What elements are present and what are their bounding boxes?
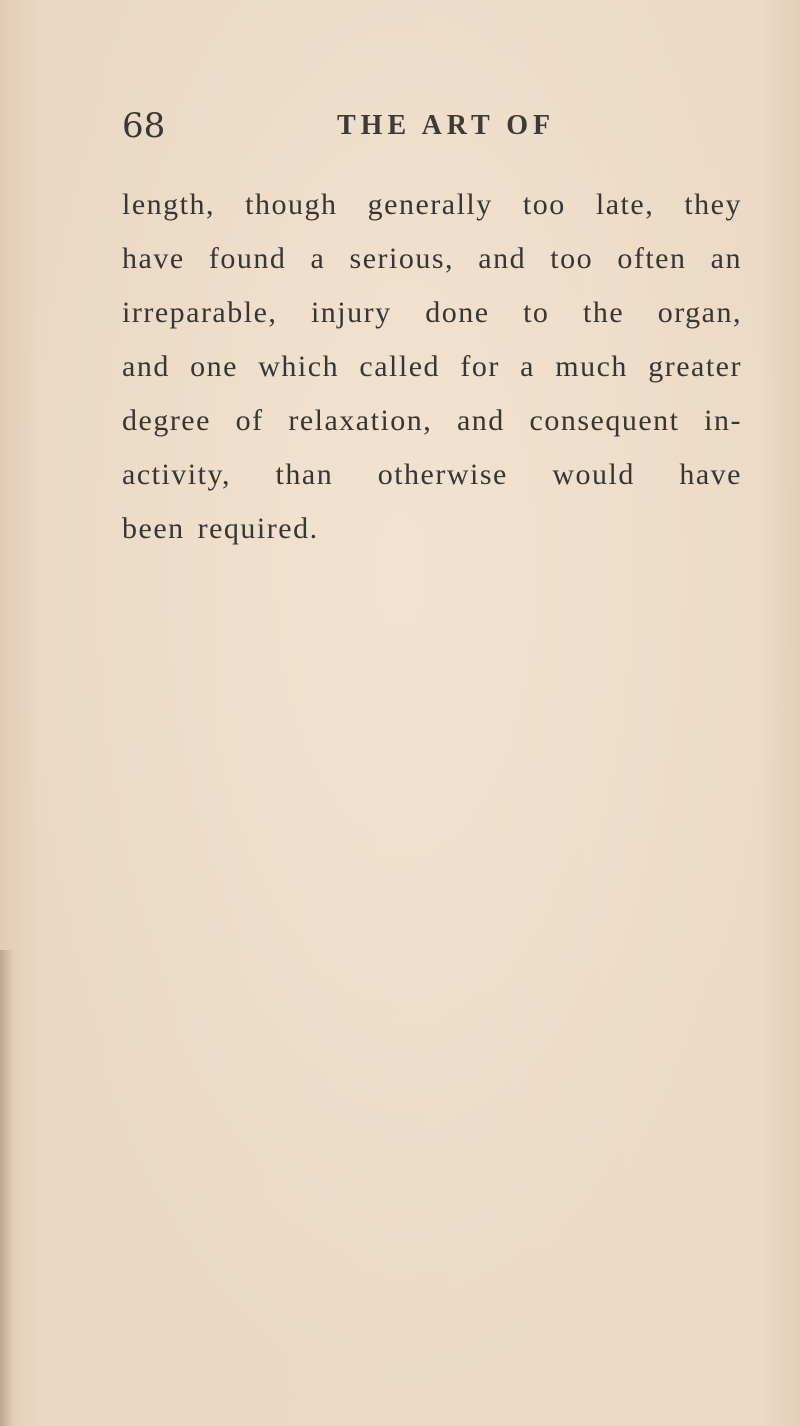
text-line: degree of relaxation, and consequent in- (122, 404, 742, 437)
page-header (122, 106, 742, 154)
text-line: activity, than otherwise would have (122, 458, 742, 491)
text-line: and one which called for a much greater (122, 350, 742, 383)
page-edge-shadow (0, 950, 14, 1426)
body-paragraph (122, 178, 742, 556)
text-line: have found a serious, and too often an (122, 242, 742, 275)
text-line: been required. (122, 512, 319, 545)
text-line: irreparable, injury done to the organ, (122, 296, 742, 329)
page-number: 68 (122, 106, 166, 146)
text-line: length, though generally too late, they (122, 188, 742, 221)
running-head: THE ART OF (337, 110, 556, 141)
